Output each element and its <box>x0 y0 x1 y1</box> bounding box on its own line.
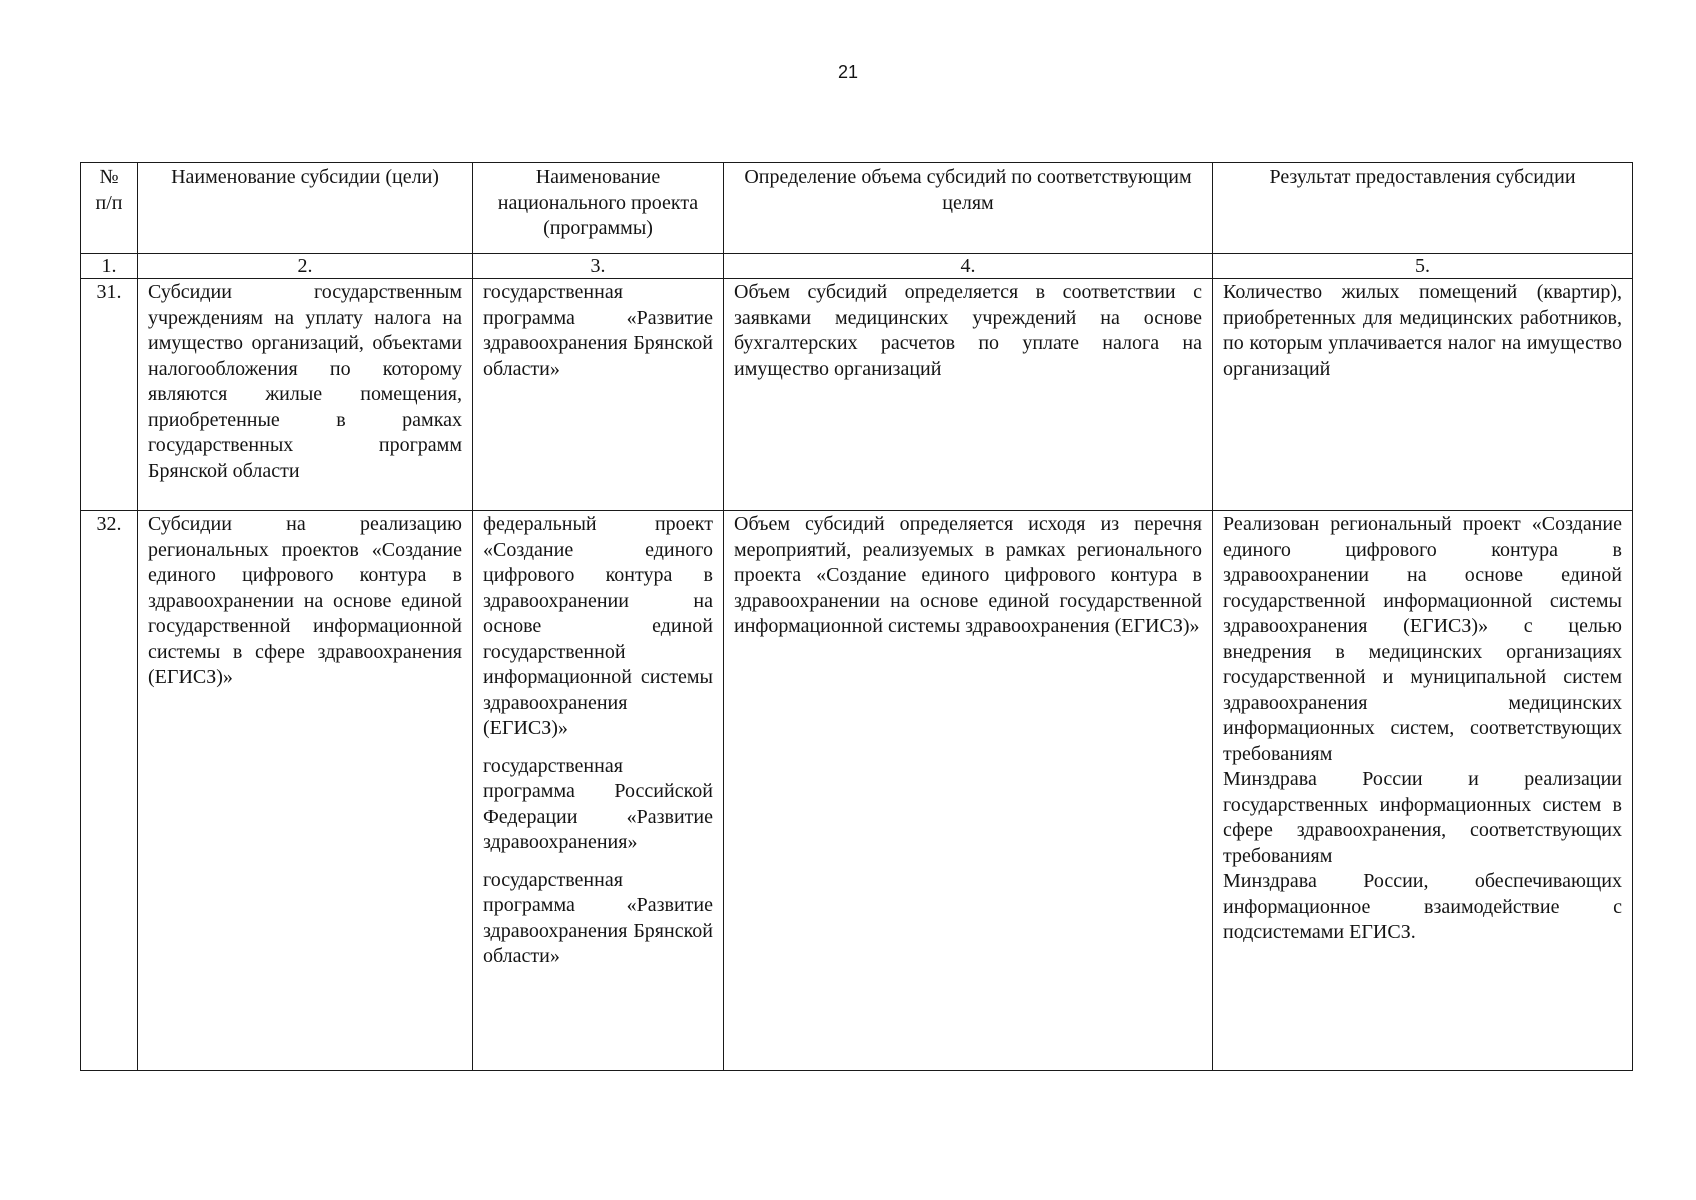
result-text: Количество жилых помещений (квартир), приобретенных для медицинских работников, по которым уплачивается налог на имущество организаций <box>1223 281 1622 380</box>
volume-cell: Объем субсидий определяется в соответствии с заявками медицинских учреждений на основе бухгалтерских расчетов по уплате налога на имущество организаций <box>724 279 1213 511</box>
column-number: 3. <box>473 254 724 279</box>
volume-cell: Объем субсидий определяется исходя из перечня мероприятий, реализуемых в рамках регионального проекта «Создание единого цифрового контура в здравоохранении на основе единой государственной информационной системы здравоохранения (ЕГИСЗ)» <box>724 511 1213 1071</box>
result-text: Минздрава России, обеспечивающих информационное взаимодействие с подсистемами ЕГИСЗ. <box>1223 870 1622 943</box>
result-text: Реализован региональный проект «Создание единого цифрового контура в здравоохранении на основе единой государственной информационной системы здравоохранения (ЕГИСЗ)» с целью внедрения в медицинских организациях государственной и муниципальной систем здравоохранения медицинских информационных систем, соответствующих требованиям <box>1223 513 1622 765</box>
column-number: 4. <box>724 254 1213 279</box>
program-item: государственная программа «Развитие здравоохранения Брянской области» <box>483 868 713 967</box>
program-item: государственная программа Российской Федерации «Развитие здравоохранения» <box>483 754 713 853</box>
result-cell <box>1213 279 1633 511</box>
column-header: № п/п <box>81 163 138 254</box>
page-number: 21 <box>837 62 859 82</box>
result-cell <box>1213 511 1633 1071</box>
column-header: Наименование субсидии (цели) <box>138 163 473 254</box>
column-number: 1. <box>81 254 138 279</box>
row-number: 31. <box>81 279 138 511</box>
column-number: 5. <box>1213 254 1633 279</box>
column-header: Результат предоставления субсидии <box>1213 163 1633 254</box>
column-number-row <box>81 254 1633 279</box>
subsidies-table <box>80 162 1633 1071</box>
subsidy-name-cell: Субсидии государственным учреждениям на уплату налога на имущество организаций, объектами налогообложения по которому являются жилые помещения, приобретенные в рамках государственных программ Брянской области <box>138 279 473 511</box>
column-number: 2. <box>138 254 473 279</box>
table-row <box>81 279 1633 511</box>
table-header-row <box>81 163 1633 254</box>
program-cell <box>473 511 724 1071</box>
subsidy-name-cell: Субсидии на реализацию региональных проектов «Создание единого цифрового контура в здравоохранении на основе единой государственной информационной системы в сфере здравоохранения (ЕГИСЗ)» <box>138 511 473 1071</box>
row-number: 32. <box>81 511 138 1071</box>
program-cell <box>473 279 724 511</box>
result-text: Минздрава России и реализации государственных информационных систем в сфере здравоохранения, соответствующих требованиям <box>1223 768 1622 867</box>
table-row <box>81 511 1633 1071</box>
program-item: федеральный проект «Создание единого цифрового контура в здравоохранении на основе единой государственной информационной системы здравоохранения (ЕГИСЗ)» <box>483 513 713 739</box>
column-header: Определение объема субсидий по соответствующим целям <box>724 163 1213 254</box>
program-item: государственная программа «Развитие здравоохранения Брянской области» <box>483 281 713 380</box>
column-header: Наименование национального проекта (программы) <box>473 163 724 254</box>
